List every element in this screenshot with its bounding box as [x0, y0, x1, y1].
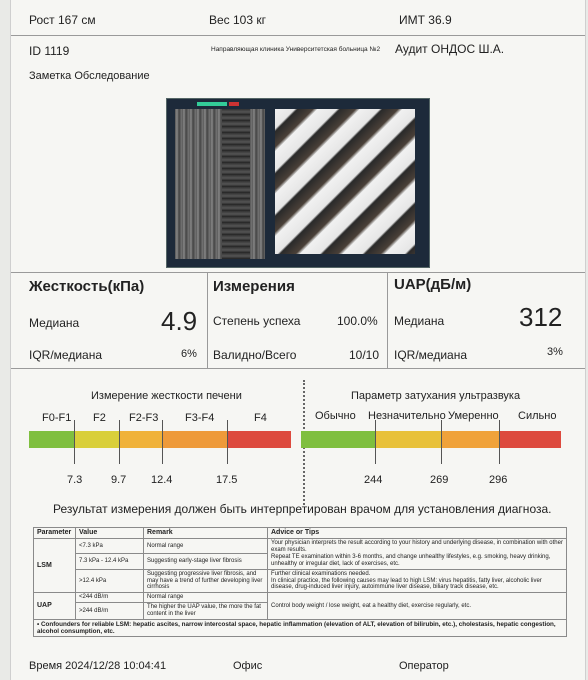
table-cell	[268, 539, 567, 570]
stage-bar-f0-f1	[29, 431, 74, 448]
valid-total-value: 10/10	[349, 348, 380, 362]
exam-time: Время 2024/12/28 10:04:41	[29, 660, 167, 672]
elastography-scan-image	[166, 98, 430, 268]
table-row	[34, 619, 567, 636]
stage-bar-f2	[74, 431, 119, 448]
interpretation-table	[33, 527, 567, 637]
note-text: Заметка Обследование	[29, 70, 150, 82]
uap-median-label: Медиана	[394, 314, 445, 328]
uap-stage-label: Умеренно	[448, 410, 499, 422]
advice-text: Further clinical examinations needed.	[271, 570, 371, 577]
threshold-label: 9.7	[111, 474, 127, 486]
uap-iqr-label: IQR/медиана	[394, 348, 468, 362]
stiffness-title: Жесткость(кПа)	[29, 278, 145, 295]
uap-bar-mild	[375, 431, 441, 448]
column-header: Remark	[144, 528, 268, 539]
success-rate-label: Степень успеха	[213, 314, 301, 328]
stiffness-iqr-value: 6%	[181, 348, 197, 360]
threshold-tick	[227, 420, 228, 464]
stiffness-median-value: 4.9	[161, 306, 198, 336]
weight-text: Вес 103 кг	[209, 13, 266, 27]
stage-bar-f4	[227, 431, 291, 448]
uap-scale-title: Параметр затухания ультразвука	[351, 390, 521, 402]
table-row	[34, 593, 567, 603]
scan-indicator	[229, 102, 239, 106]
auditor-text: Аудит ОНДОС Ш.А.	[395, 42, 505, 56]
stage-label: F2	[93, 412, 106, 424]
column-header: Parameter	[34, 528, 76, 539]
patient-id: ID 1119	[29, 44, 70, 58]
uap-stage-label: Обычно	[315, 410, 356, 422]
divider	[11, 368, 585, 369]
threshold-tick	[375, 420, 376, 464]
divider	[11, 272, 585, 273]
threshold-tick	[162, 420, 163, 464]
uap-bar-moderate	[441, 431, 499, 448]
m-mode-image	[175, 109, 265, 259]
table-cell: 7.3 kPa - 12.4 kPa	[76, 554, 144, 569]
disclaimer-text: Результат измерения должен быть интерпретирован врачом для установления диагноза.	[53, 502, 552, 516]
uap-threshold-label: 296	[489, 474, 508, 486]
uap-stage-label: Незначительно	[368, 410, 446, 422]
table-cell	[268, 569, 567, 593]
uap-median-value: 312	[519, 302, 563, 332]
bmi-text: ИМТ 36.9	[399, 13, 452, 27]
advice-text: In clinical practice, the following causes may lead to high LSM: virus hepatitis, fatty liver, alcoholic liver disease, drug-induced liver injury, autoimmune liver disease, biliary track disease, etc.	[271, 577, 542, 591]
m-mode-strip	[222, 109, 250, 259]
uap-threshold-label: 244	[364, 474, 383, 486]
table-cell: Suggesting progressive liver fibrosis, and may have a trend of further developing liver cirrhosis	[144, 569, 268, 593]
table-cell: The higher the UAP value, the more the fat content in the liver	[144, 603, 268, 620]
table-cell: Control body weight / lose weight, eat a healthy diet, exercise regularly, etc.	[268, 593, 567, 620]
stiffness-iqr-label: IQR/медиана	[29, 348, 103, 362]
report-page	[10, 0, 586, 680]
stage-bar-f3-f4	[162, 431, 227, 448]
shear-wave-image	[275, 109, 415, 254]
threshold-tick	[74, 420, 75, 464]
uap-param: UAP	[34, 593, 76, 620]
uap-title: UAP(дБ/м)	[394, 276, 472, 293]
threshold-tick	[119, 420, 120, 464]
table-cell: <7.3 kPa	[76, 539, 144, 554]
stage-label: F4	[254, 412, 267, 424]
table-header-row	[34, 528, 567, 539]
office-label: Офис	[233, 660, 263, 672]
divider	[207, 272, 208, 368]
referring-clinic: Направляющая клиника Университетская больница №2	[211, 46, 381, 53]
stage-label: F0-F1	[42, 412, 72, 424]
uap-bar-normal	[301, 431, 375, 448]
threshold-tick	[441, 420, 442, 464]
table-cell: Suggesting early-stage liver fibrosis	[144, 554, 268, 569]
threshold-label: 7.3	[67, 474, 83, 486]
divider	[387, 272, 388, 368]
table-cell: Normal range	[144, 539, 268, 554]
table-row	[34, 569, 567, 593]
table-cell: Normal range	[144, 593, 268, 603]
uap-bar-severe	[499, 431, 561, 448]
confounders-note: • Confounders for reliable LSM: hepatic ascites, narrow intercostal space, hepatic inflammation (elevation of ALT, elevation of bilirubin, etc.), cholestasis, hepatic congestion, alcohol consumption, etc.	[34, 619, 567, 636]
advice-text: Your physician interprets the result according to your history and underlying disease, in combination with other exam results.	[271, 540, 563, 553]
stiffness-scale-title: Измерение жесткости печени	[91, 390, 242, 402]
lsm-param: LSM	[34, 539, 76, 593]
stage-label: F3-F4	[185, 412, 215, 424]
table-cell: >12.4 kPa	[76, 569, 144, 593]
table-cell: >244 dB/m	[76, 603, 144, 620]
height-text: Рост 167 см	[29, 13, 96, 27]
divider	[11, 35, 585, 36]
advice-text: Repeat TE examination within 3-6 months, and change unhealthy lifestyles, e.g. smoking, heavy drinking, unhealthy or irregular diet, lack of exercises, etc.	[271, 553, 551, 567]
stage-bar-f2-f3	[119, 431, 162, 448]
stiffness-median-label: Медиана	[29, 316, 80, 330]
table-row	[34, 539, 567, 554]
operator-label: Оператор	[399, 660, 449, 672]
measurements-title: Измерения	[213, 278, 295, 295]
success-rate-value: 100.0%	[337, 314, 378, 328]
uap-threshold-label: 269	[430, 474, 449, 486]
column-header: Value	[76, 528, 144, 539]
uap-iqr-value: 3%	[547, 346, 563, 358]
threshold-tick	[499, 420, 500, 464]
table-cell: <244 dB/m	[76, 593, 144, 603]
uap-stage-label: Сильно	[518, 410, 557, 422]
threshold-label: 17.5	[216, 474, 238, 486]
stage-label: F2-F3	[129, 412, 159, 424]
threshold-label: 12.4	[151, 474, 173, 486]
column-header: Advice or Tips	[268, 528, 567, 539]
valid-total-label: Валидно/Всего	[213, 348, 297, 362]
scan-indicator	[197, 102, 227, 106]
